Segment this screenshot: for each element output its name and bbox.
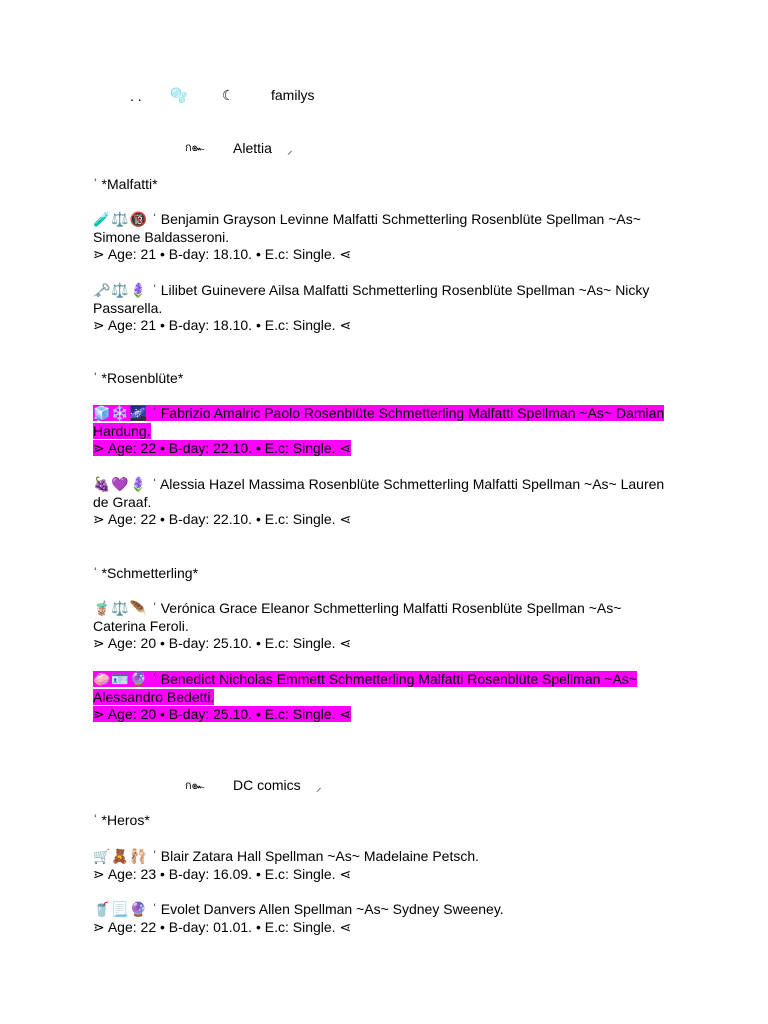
emoji-icons: 🧊❄️🌌 — [93, 405, 149, 421]
emoji-icons: 🧼🪪🔮 — [93, 671, 149, 687]
section-title: DC comics — [233, 777, 301, 793]
emoji-icons: 🍇💜🪻 — [93, 476, 149, 492]
entry-text: ʿ Benjamin Grayson Levinne Malfatti Schmetterling Rosenblüte Spellman ~As~ Simone Baldasseroni. — [93, 211, 641, 245]
emoji-icons: 🧪⚖️🔞 — [93, 211, 149, 227]
entry-details: ⋗ Age: 22 • B-day: 01.01. • E.c: Single. ⋖ — [93, 918, 352, 935]
emoji-icons: 🧋⚖️🪶 — [93, 600, 149, 616]
list-item-highlighted — [93, 405, 673, 458]
page-title: familys — [271, 87, 315, 103]
list-item — [93, 476, 673, 529]
entry-text: ʿ Lilibet Guinevere Ailsa Malfatti Schmetterling Rosenblüte Spellman ~As~ Nicky Passarella. — [93, 282, 650, 316]
group-heading-schmetterling: ʿ *Schmetterling* — [93, 565, 199, 581]
entry-details: ⋗ Age: 22 • B-day: 22.10. • E.c: Single. ⋖ — [93, 440, 352, 456]
entry-details: ⋗ Age: 23 • B-day: 16.09. • E.c: Single. ⋖ — [93, 865, 352, 882]
entry-details: ⋗ Age: 20 • B-day: 25.10. • E.c: Single. ⋖ — [93, 706, 352, 722]
list-item — [93, 600, 673, 653]
list-item — [93, 848, 673, 883]
list-item-highlighted — [93, 671, 673, 724]
entry-text: ʿ Blair Zatara Hall Spellman ~As~ Madelaine Petsch. — [152, 848, 480, 864]
header-dots: . . — [130, 88, 142, 104]
entry-text: ʿ Fabrizio Amalric Paolo Rosenblüte Schmetterling Malfatti Spellman ~As~ Damian Hardung. — [93, 405, 665, 439]
section-title: Alettia — [233, 140, 272, 156]
entry-text: ʿ Alessia Hazel Massima Rosenblüte Schmetterling Malfatti Spellman ~As~ Lauren de Graaf. — [93, 476, 665, 510]
entry-text: ʿ Evolet Danvers Allen Spellman ~As~ Sydney Sweeney. — [152, 901, 504, 917]
list-item — [93, 211, 673, 264]
entry-details: ⋗ Age: 20 • B-day: 25.10. • E.c: Single. ⋖ — [93, 635, 352, 651]
bubbles-icon: 🫧 — [170, 87, 188, 103]
section-mark-icon: ⸝ — [316, 782, 322, 794]
group-heading-malfatti: ʿ *Malfatti* — [93, 176, 158, 192]
list-item — [93, 282, 673, 335]
section-ornament-icon: ก๛ — [185, 142, 205, 154]
entry-text: ʿ Verónica Grace Eleanor Schmetterling Malfatti Rosenblüte Spellman ~As~ Caterina Feroli. — [93, 600, 622, 634]
emoji-icons: 🥤📃🔮 — [93, 901, 149, 917]
entry-text: ʿ Benedict Nicholas Emmett Schmetterling Malfatti Rosenblüte Spellman ~As~ Alessandro Bedetti. — [93, 671, 637, 705]
entry-details: ⋗ Age: 22 • B-day: 22.10. • E.c: Single. ⋖ — [93, 511, 352, 527]
section-mark-icon: ⸝ — [287, 145, 293, 157]
entry-details: ⋗ Age: 21 • B-day: 18.10. • E.c: Single. ⋖ — [93, 246, 352, 262]
group-heading-heros: ʿ *Heros* — [93, 812, 150, 828]
group-heading-rosenbluete: ʿ *Rosenblüte* — [93, 370, 184, 386]
section-ornament-icon: ก๛ — [185, 780, 205, 792]
emoji-icons: 🗝️⚖️🪻 — [93, 282, 149, 298]
entry-details: ⋗ Age: 21 • B-day: 18.10. • E.c: Single. ⋖ — [93, 317, 352, 333]
moon-icon: ☾ — [222, 87, 235, 103]
emoji-icons: 🛒🧸🩰 — [93, 848, 149, 864]
list-item — [93, 901, 673, 936]
